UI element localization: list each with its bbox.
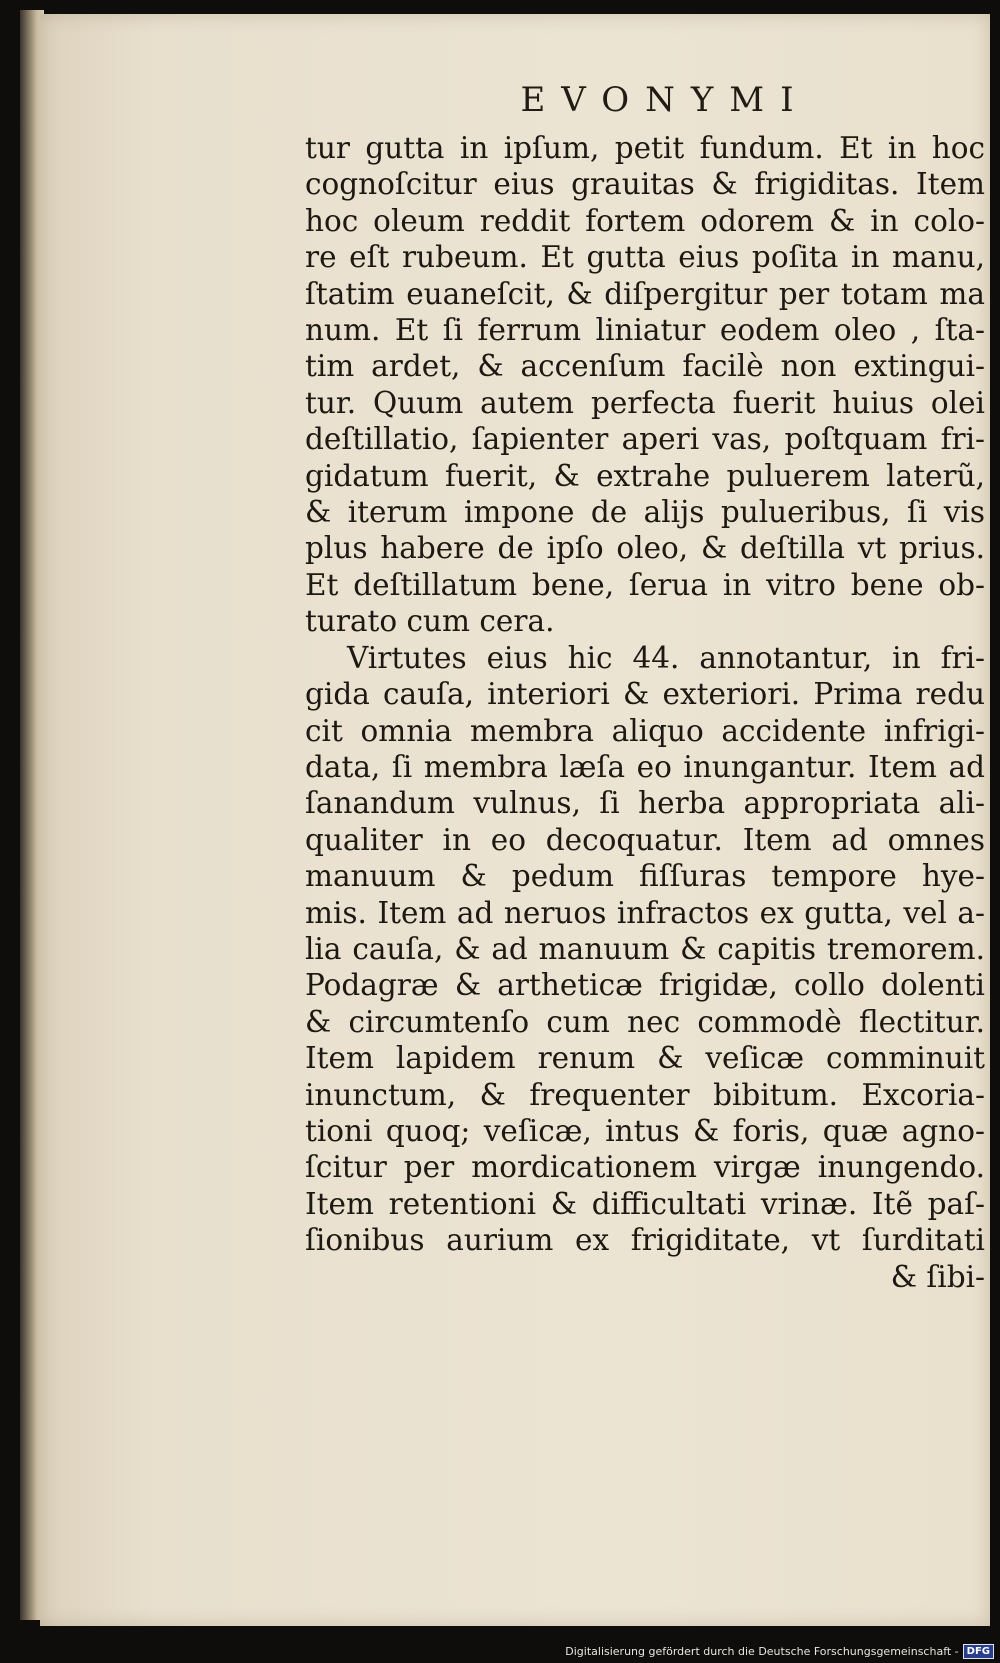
text-line: cit omnia membra aliquo accidente infrigi- xyxy=(305,713,985,748)
text-line: tur. Quum autem perfecta fuerit huius olei xyxy=(305,385,985,420)
text-line: lia cauſa, & ad manuum & capitis tremorem. xyxy=(305,931,985,966)
text-line: gida cauſa, interiori & exteriori. Prima redu xyxy=(305,677,985,712)
text-line: & circumtenſo cum nec commodè flectitur. xyxy=(305,1004,985,1039)
text-line: plus habere de ipſo oleo, & deſtilla vt prius. xyxy=(305,531,985,566)
text-line: Item lapidem renum & veſicæ comminuit xyxy=(305,1041,985,1076)
text-block xyxy=(305,82,985,1295)
text-line: tioni quoq; veſicæ, intus & foris, quæ agno- xyxy=(305,1113,985,1148)
text-line: Item retentioni & difficultati vrinæ. Itẽ paſ- xyxy=(305,1186,985,1221)
text-line: tim ardet, & accenſum facilè non extingui- xyxy=(305,349,985,384)
text-line: cognoſcitur eius grauitas & frigiditas. Item xyxy=(305,167,985,202)
text-line: Et deſtillatum bene, ſerua in vitro bene ob- xyxy=(305,567,985,602)
text-line: hoc oleum reddit fortem odorem & in colo- xyxy=(305,203,985,238)
credit-text: Digitalisierung gefördert durch die Deutsche Forschungsgemeinschaft - xyxy=(565,1645,959,1658)
paper-page xyxy=(40,14,990,1626)
text-line: tur gutta in ipſum, petit fundum. Et in hoc xyxy=(305,131,985,165)
text-line: Virtutes eius hic 44. annotantur, in fri- xyxy=(347,640,985,675)
text-line: ſcitur per mordicationem virgæ inungendo. xyxy=(305,1150,985,1185)
dfg-logo: DFG xyxy=(963,1644,994,1659)
text-line: inunctum, & frequenter bibitum. Excoria- xyxy=(305,1077,985,1112)
text-line: ſtatim euaneſcit, & diſpergitur per totam ma xyxy=(305,276,985,311)
text-line: ſanandum vulnus, ſi herba appropriata ali- xyxy=(305,786,985,821)
text-line: turato cum cera. xyxy=(305,604,555,639)
digitization-credit xyxy=(565,1644,994,1659)
text-line: ſionibus aurium ex frigiditate, vt ſurditati xyxy=(305,1223,985,1258)
text-line: Podagræ & artheticæ frigidæ, collo dolenti xyxy=(305,968,985,1003)
text-line: gidatum fuerit, & extrahe puluerem laterũ, xyxy=(305,458,985,493)
text-line: data, ſi membra læſa eo inungantur. Item ad xyxy=(305,749,985,784)
text-line: num. Et ſi ferrum liniatur eodem oleo , ſta- xyxy=(305,313,985,348)
text-line: qualiter in eo decoquatur. Item ad omnes xyxy=(305,822,985,857)
text-line: deſtillatio, ſapienter aperi vas, poſtquam fri- xyxy=(305,422,985,457)
body-text xyxy=(305,130,985,1259)
text-line: manuum & pedum fiſſuras tempore hye- xyxy=(305,859,985,894)
catchword: & ſibi- xyxy=(890,1259,985,1294)
text-line: mis. Item ad neruos infractos ex gutta, vel a- xyxy=(305,895,985,930)
running-head: EVONYMI xyxy=(520,80,810,120)
text-line: & iterum impone de alijs pulueribus, ſi vis xyxy=(305,495,985,530)
text-line: re eſt rubeum. Et gutta eius poſita in manu, xyxy=(305,240,985,275)
